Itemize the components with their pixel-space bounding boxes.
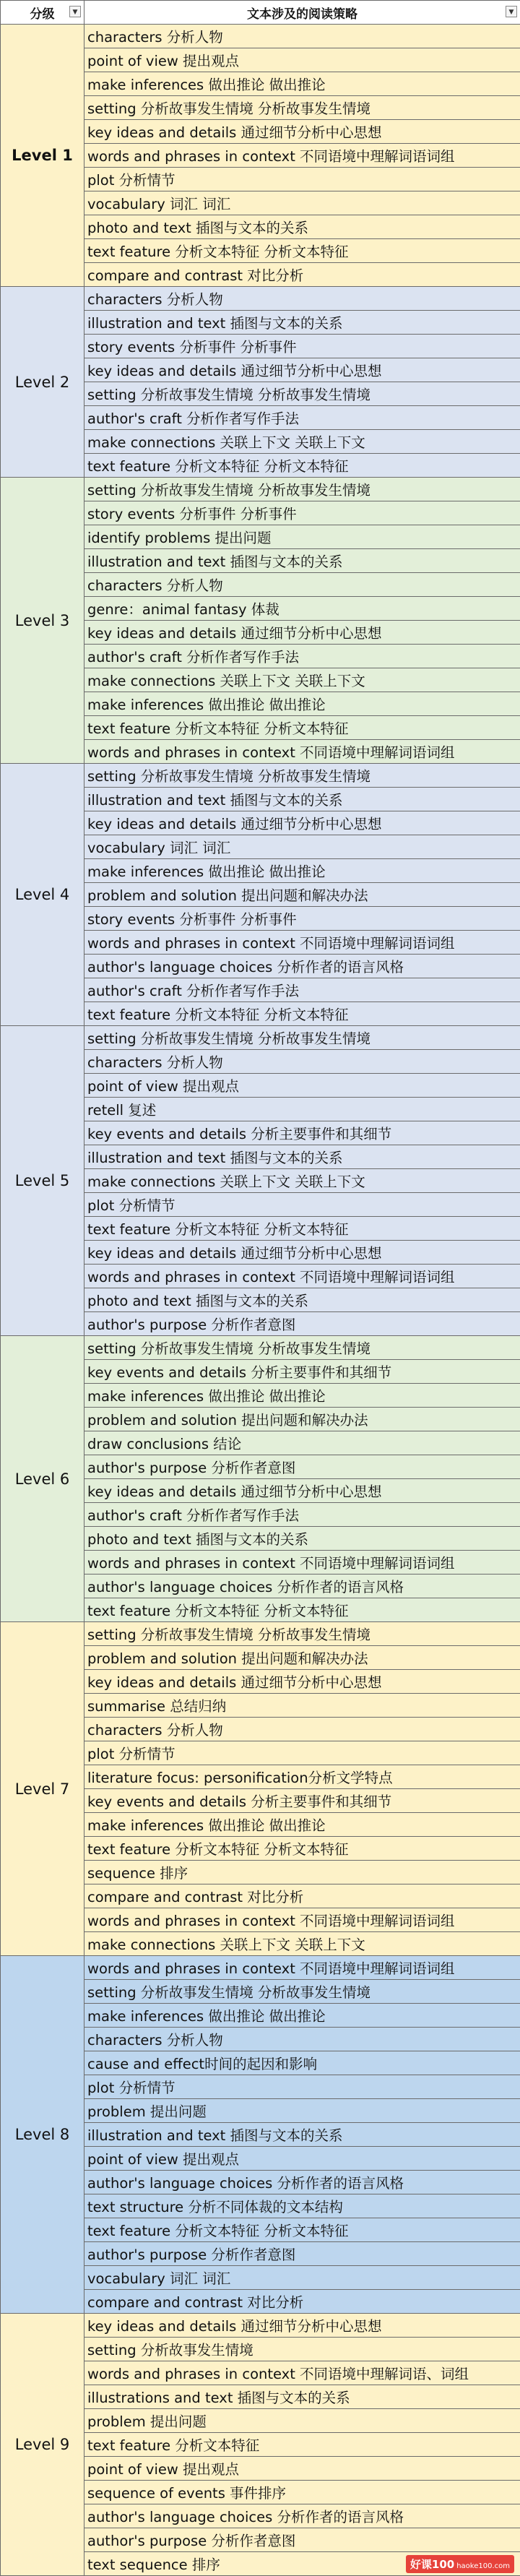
strategy-cell[interactable]: words and phrases in context 不同语境中理解词语词组 — [84, 1908, 520, 1932]
strategy-cell[interactable]: key ideas and details 通过细节分析中心思想 — [84, 621, 520, 645]
strategy-cell[interactable]: vocabulary 词汇 词汇 — [84, 835, 520, 859]
strategy-cell[interactable]: characters 分析人物 — [84, 25, 520, 48]
strategy-cell[interactable]: text feature 分析文本特征 — [84, 2433, 520, 2457]
strategy-cell[interactable]: key ideas and details 通过细节分析中心思想 — [84, 2314, 520, 2338]
strategy-cell[interactable]: setting 分析故事发生情境 分析故事发生情境 — [84, 382, 520, 406]
table-row — [1, 764, 520, 788]
strategy-cell[interactable]: setting 分析故事发生情境 分析故事发生情境 — [84, 96, 520, 120]
strategy-cell[interactable]: literature focus: personification分析文学特点 — [84, 1765, 520, 1789]
strategy-cell[interactable]: sequence 排序 — [84, 1861, 520, 1884]
table-row — [1, 287, 520, 311]
strategy-cell[interactable]: problem 提出问题 — [84, 2409, 520, 2433]
strategy-cell[interactable]: key ideas and details 通过细节分析中心思想 — [84, 811, 520, 835]
strategy-cell[interactable]: author's purpose 分析作者意图 — [84, 1312, 520, 1336]
level-cell[interactable]: Level 1 — [1, 25, 84, 287]
strategy-cell[interactable]: illustration and text 插图与文本的关系 — [84, 311, 520, 335]
strategy-cell[interactable]: problem and solution 提出问题和解决办法 — [84, 1646, 520, 1670]
strategy-cell[interactable]: author's craft 分析作者写作手法 — [84, 978, 520, 1002]
table-row — [1, 1026, 520, 1050]
strategy-cell[interactable]: illustration and text 插图与文本的关系 — [84, 788, 520, 811]
strategy-cell[interactable]: point of view 提出观点 — [84, 1074, 520, 1098]
strategy-cell[interactable]: author's craft 分析作者写作手法 — [84, 645, 520, 668]
table-row — [1, 1336, 520, 1360]
strategy-cell[interactable]: illustration and text 插图与文本的关系 — [84, 1145, 520, 1169]
column-header-level-label: 分级 — [30, 7, 55, 22]
strategy-cell[interactable]: point of view 提出观点 — [84, 2457, 520, 2481]
strategy-cell[interactable]: setting 分析故事发生情境 — [84, 2338, 520, 2361]
strategy-cell[interactable]: text feature 分析文本特征 分析文本特征 — [84, 239, 520, 263]
strategy-cell[interactable]: make connections 关联上下文 关联上下文 — [84, 1932, 520, 1956]
strategy-cell[interactable]: make inferences 做出推论 做出推论 — [84, 1384, 520, 1408]
strategy-cell[interactable]: author's craft 分析作者写作手法 — [84, 406, 520, 430]
table-row — [1, 478, 520, 501]
strategy-cell[interactable]: author's purpose 分析作者意图 — [84, 2528, 520, 2552]
strategy-cell[interactable]: cause and effect时间的起因和影响 — [84, 2051, 520, 2075]
strategy-cell[interactable]: make inferences 做出推论 做出推论 — [84, 859, 520, 883]
strategy-cell[interactable]: make connections 关联上下文 关联上下文 — [84, 1169, 520, 1193]
column-header-strategy-label: 文本涉及的阅读策略 — [247, 7, 358, 22]
strategy-cell[interactable]: illustration and text 插图与文本的关系 — [84, 549, 520, 573]
strategy-cell[interactable]: photo and text 插图与文本的关系 — [84, 1527, 520, 1551]
strategy-cell[interactable]: make connections 关联上下文 关联上下文 — [84, 430, 520, 454]
strategy-cell[interactable]: draw conclusions 结论 — [84, 1431, 520, 1455]
filter-dropdown-icon[interactable]: ▼ — [69, 6, 81, 17]
strategy-cell[interactable]: author's language choices 分析作者的语言风格 — [84, 2504, 520, 2528]
strategy-cell[interactable]: plot 分析情节 — [84, 168, 520, 191]
level-cell[interactable]: Level 9 — [1, 2314, 84, 2576]
strategy-cell[interactable]: story events 分析事件 分析事件 — [84, 907, 520, 931]
level-cell[interactable]: Level 5 — [1, 1026, 84, 1336]
strategy-cell[interactable]: characters 分析人物 — [84, 573, 520, 597]
level-cell[interactable]: Level 2 — [1, 287, 84, 478]
strategy-cell[interactable]: characters 分析人物 — [84, 1050, 520, 1074]
strategy-cell[interactable]: text feature 分析文本特征 分析文本特征 — [84, 1598, 520, 1622]
strategy-cell[interactable]: compare and contrast 对比分析 — [84, 1884, 520, 1908]
strategy-cell[interactable]: key ideas and details 通过细节分析中心思想 — [84, 1670, 520, 1694]
strategy-cell[interactable]: make connections 关联上下文 关联上下文 — [84, 668, 520, 692]
table-row — [1, 2314, 520, 2338]
level-cell[interactable]: Level 6 — [1, 1336, 84, 1622]
strategy-cell[interactable]: author's craft 分析作者写作手法 — [84, 1503, 520, 1527]
strategy-cell[interactable]: make inferences 做出推论 做出推论 — [84, 1813, 520, 1837]
strategy-cell[interactable]: plot 分析情节 — [84, 2075, 520, 2099]
strategy-cell[interactable]: illustration and text 插图与文本的关系 — [84, 2123, 520, 2147]
strategy-cell[interactable]: key ideas and details 通过细节分析中心思想 — [84, 120, 520, 144]
table-row — [1, 1622, 520, 1646]
strategy-cell[interactable]: story events 分析事件 分析事件 — [84, 335, 520, 358]
strategy-cell[interactable]: setting 分析故事发生情境 分析故事发生情境 — [84, 1336, 520, 1360]
strategy-cell[interactable]: text feature 分析文本特征 分析文本特征 — [84, 454, 520, 478]
strategy-cell[interactable]: plot 分析情节 — [84, 1193, 520, 1217]
strategy-cell[interactable]: key events and details 分析主要事件和其细节 — [84, 1789, 520, 1813]
strategy-cell[interactable]: summarise 总结归纳 — [84, 1694, 520, 1718]
strategy-cell[interactable]: setting 分析故事发生情境 分析故事发生情境 — [84, 1026, 520, 1050]
strategy-cell[interactable]: author's language choices 分析作者的语言风格 — [84, 1575, 520, 1598]
watermark-sub: haoke100.com — [456, 2562, 510, 2570]
strategy-cell[interactable]: characters 分析人物 — [84, 2028, 520, 2051]
strategy-cell[interactable]: words and phrases in context 不同语境中理解词语词组 — [84, 1265, 520, 1288]
strategy-cell[interactable]: characters 分析人物 — [84, 287, 520, 311]
strategy-cell[interactable]: key ideas and details 通过细节分析中心思想 — [84, 1241, 520, 1265]
strategy-cell[interactable]: text feature 分析文本特征 分析文本特征 — [84, 716, 520, 740]
strategy-cell[interactable]: words and phrases in context 不同语境中理解词语词组 — [84, 1551, 520, 1575]
strategy-cell[interactable]: vocabulary 词汇 词汇 — [84, 2266, 520, 2290]
strategy-cell[interactable]: setting 分析故事发生情境 分析故事发生情境 — [84, 1622, 520, 1646]
strategy-cell[interactable]: author's purpose 分析作者意图 — [84, 2242, 520, 2266]
strategy-cell[interactable]: words and phrases in context 不同语境中理解词语词组 — [84, 931, 520, 955]
strategy-cell[interactable]: author's language choices 分析作者的语言风格 — [84, 2171, 520, 2194]
strategy-cell[interactable]: words and phrases in context 不同语境中理解词语词组 — [84, 740, 520, 764]
strategy-cell[interactable]: text structure 分析不同体裁的文本结构 — [84, 2194, 520, 2218]
watermark-main: 好课100 — [410, 2558, 455, 2571]
level-cell[interactable]: Level 8 — [1, 1956, 84, 2314]
strategy-cell[interactable]: story events 分析事件 分析事件 — [84, 501, 520, 525]
strategy-cell[interactable]: author's purpose 分析作者意图 — [84, 1455, 520, 1479]
strategy-cell[interactable]: key ideas and details 通过细节分析中心思想 — [84, 1479, 520, 1503]
strategy-cell[interactable]: photo and text 插图与文本的关系 — [84, 215, 520, 239]
strategy-cell[interactable]: illustrations and text 插图与文本的关系 — [84, 2385, 520, 2409]
strategy-cell[interactable]: words and phrases in context 不同语境中理解词语、词组 — [84, 2361, 520, 2385]
strategy-cell[interactable]: setting 分析故事发生情境 分析故事发生情境 — [84, 478, 520, 501]
strategy-cell[interactable]: problem 提出问题 — [84, 2099, 520, 2123]
strategy-cell[interactable]: setting 分析故事发生情境 分析故事发生情境 — [84, 1980, 520, 2004]
strategy-cell[interactable]: problem and solution 提出问题和解决办法 — [84, 883, 520, 907]
strategy-cell[interactable]: text feature 分析文本特征 分析文本特征 — [84, 1002, 520, 1026]
level-cell[interactable]: Level 4 — [1, 764, 84, 1026]
strategy-cell[interactable]: compare and contrast 对比分析 — [84, 263, 520, 287]
strategy-cell[interactable]: words and phrases in context 不同语境中理解词语词组 — [84, 1956, 520, 1980]
strategy-cell[interactable]: author's language choices 分析作者的语言风格 — [84, 955, 520, 978]
strategy-cell[interactable]: make inferences 做出推论 做出推论 — [84, 692, 520, 716]
strategy-cell[interactable]: text feature 分析文本特征 分析文本特征 — [84, 1217, 520, 1241]
strategy-cell[interactable]: make inferences 做出推论 做出推论 — [84, 72, 520, 96]
level-cell[interactable]: Level 7 — [1, 1622, 84, 1956]
strategy-cell[interactable]: retell 复述 — [84, 1098, 520, 1121]
strategy-cell[interactable]: words and phrases in context 不同语境中理解词语词组 — [84, 144, 520, 168]
strategy-cell[interactable]: text feature 分析文本特征 分析文本特征 — [84, 1837, 520, 1861]
strategy-cell[interactable]: sequence of events 事件排序 — [84, 2481, 520, 2504]
strategy-cell[interactable]: problem and solution 提出问题和解决办法 — [84, 1408, 520, 1431]
table-row — [1, 25, 520, 48]
table-body — [1, 25, 520, 2576]
strategy-cell[interactable]: key events and details 分析主要事件和其细节 — [84, 1121, 520, 1145]
strategy-cell[interactable]: identify problems 提出问题 — [84, 525, 520, 549]
watermark-logo — [406, 2555, 514, 2573]
strategy-cell[interactable]: photo and text 插图与文本的关系 — [84, 1288, 520, 1312]
strategy-cell[interactable]: key events and details 分析主要事件和其细节 — [84, 1360, 520, 1384]
strategy-cell[interactable]: point of view 提出观点 — [84, 2147, 520, 2171]
strategy-cell[interactable]: compare and contrast 对比分析 — [84, 2290, 520, 2314]
strategy-cell[interactable]: key ideas and details 通过细节分析中心思想 — [84, 358, 520, 382]
strategy-cell[interactable]: make inferences 做出推论 做出推论 — [84, 2004, 520, 2028]
header-row — [1, 1, 520, 25]
strategy-cell[interactable]: text feature 分析文本特征 分析文本特征 — [84, 2218, 520, 2242]
strategy-cell[interactable]: text sequence 排序 — [84, 2552, 520, 2576]
strategy-cell[interactable]: setting 分析故事发生情境 分析故事发生情境 — [84, 764, 520, 788]
level-cell[interactable]: Level 3 — [1, 478, 84, 764]
strategy-cell[interactable]: plot 分析情节 — [84, 1741, 520, 1765]
column-header-level[interactable] — [1, 1, 84, 25]
strategy-cell[interactable]: characters 分析人物 — [84, 1718, 520, 1741]
strategy-cell[interactable]: vocabulary 词汇 词汇 — [84, 191, 520, 215]
table-row — [1, 1956, 520, 1980]
column-header-strategy[interactable] — [84, 1, 520, 25]
strategy-cell[interactable]: point of view 提出观点 — [84, 48, 520, 72]
strategy-cell[interactable]: genre：animal fantasy 体裁 — [84, 597, 520, 621]
filter-dropdown-icon[interactable]: ▼ — [506, 6, 517, 17]
